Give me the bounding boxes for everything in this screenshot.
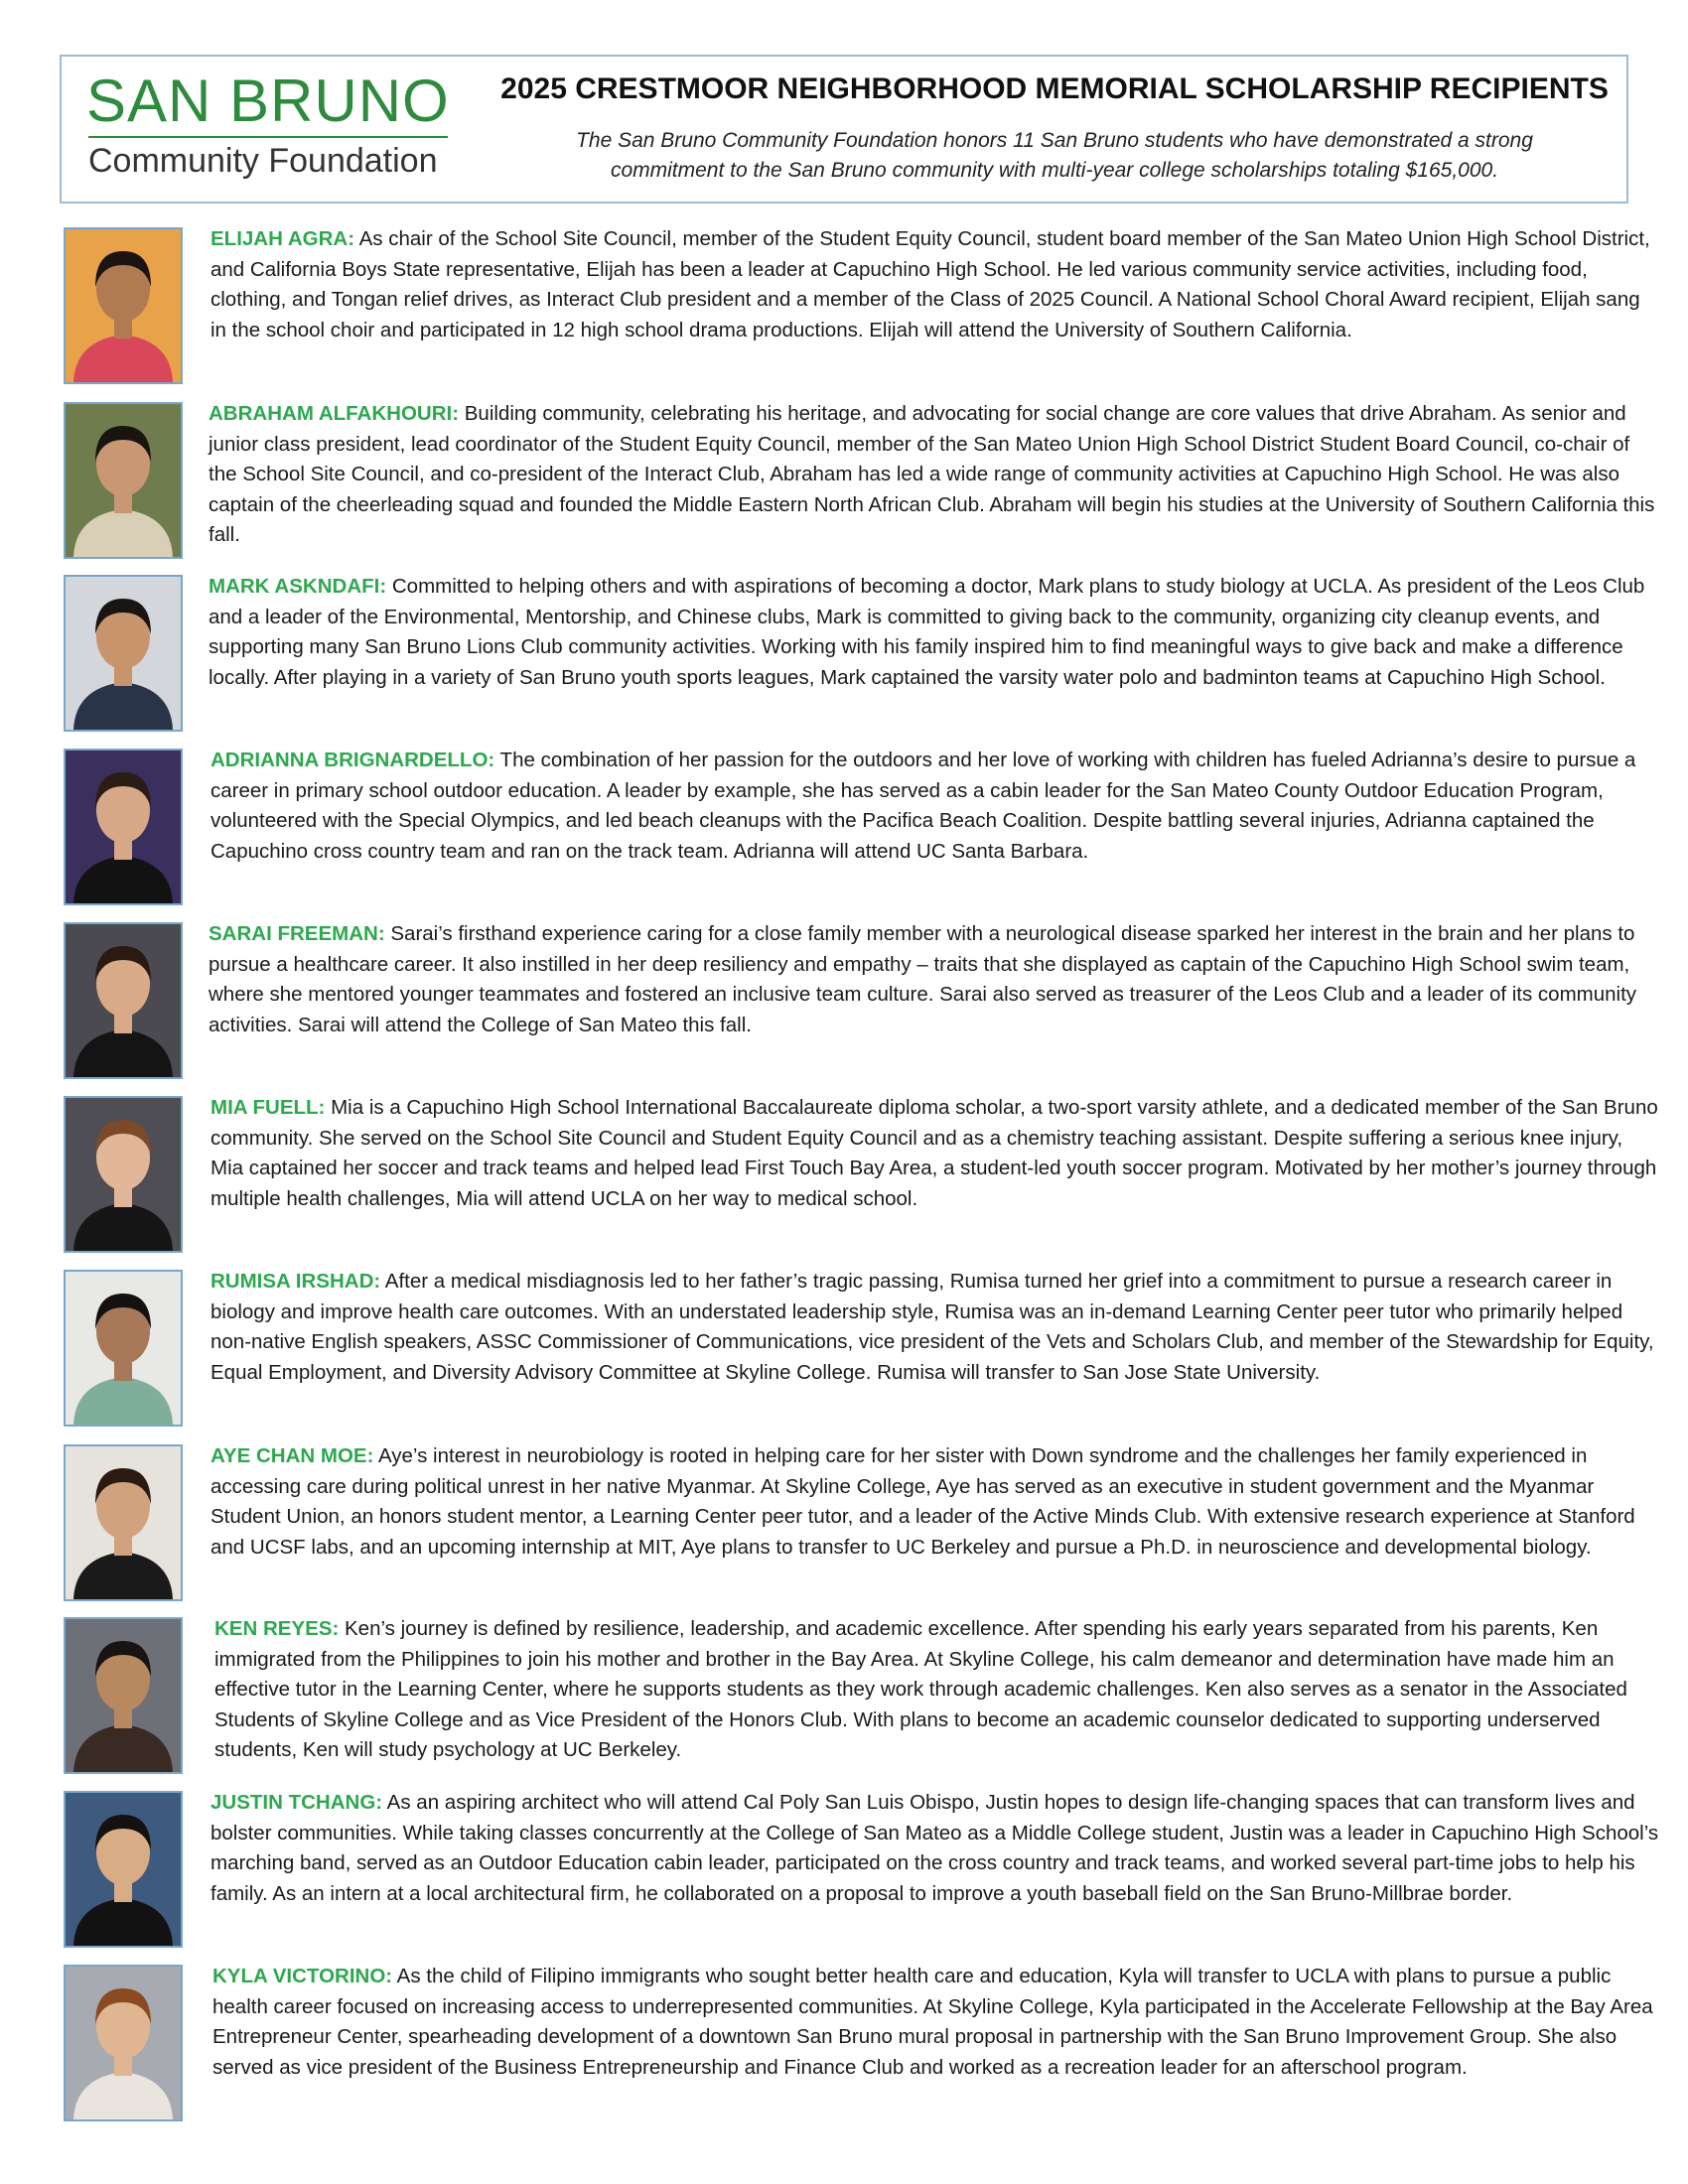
recipient-name: JUSTIN TCHANG: (211, 1791, 383, 1814)
recipient-bio: As the child of Filipino immigrants who sought better health care and education, Kyla will transfer to UCLA with plans to pursue a public health career focused on increasing access to underrepresented communities. At Skyline College, Kyla participated in the Accelerate Fellowship at the Bay Area Entrepreneur Center, spearheading development of a downtown San Bruno mural proposal in partnership with the San Bruno Improvement Group. She also served as vice president of the Business Entrepreneurship and Finance Club and worked as a recreation leader for an afterschool program. (212, 1965, 1653, 2079)
recipient-name: MARK ASKNDAFI: (209, 575, 387, 598)
recipient-name: SARAI FREEMAN: (209, 922, 385, 945)
portrait-shoulders (73, 682, 173, 730)
recipient-bio: Mia is a Capuchino High School International Baccalaureate diploma scholar, a two-sport varsity athlete, and a dedicated member of the San Bruno community. She served on the School Site Council and Student Equity Council and as a chemistry teaching assistant. Despite suffering a serious knee injury, Mia captained her soccer and track teams and helped lead First Touch Bay Area, a student-led youth soccer program. Motivated by her mother’s journey through multiple health challenges, Mia will attend UCLA on her way to medical school. (211, 1096, 1658, 1210)
page-subtitle: The San Bruno Community Foundation honors 11 San Bruno students who have demonstrated a strong commitment to the San Bruno community with multi-year college scholarships totaling $165,000. (576, 129, 1533, 182)
recipient-bio: Aye’s interest in neurobiology is rooted in helping care for her sister with Down syndrome and the challenges her family experienced in accessing care during political unrest in her native Myanmar. At Skyline College, Aye has served as an executive in student government and the Myanmar Student Union, an honors student mentor, a Learning Center peer tutor, and a leader of the Active Minds Club. With extensive research experience at Stanford and UCSF labs, and an upcoming internship at MIT, Aye plans to transfer to UC Berkeley and pursue a Ph.D. in neuroscience and developmental biology. (211, 1444, 1635, 1559)
recipient-name: AYE CHAN MOE: (211, 1444, 374, 1467)
recipient-name: ADRIANNA BRIGNARDELLO: (211, 749, 495, 771)
header-box (60, 55, 1628, 204)
recipient-bio-paragraph (211, 1267, 1660, 1388)
recipient-bio-paragraph (214, 1614, 1664, 1766)
recipient-bio-paragraph (211, 1093, 1660, 1214)
recipient-photo (64, 575, 183, 732)
recipient-bio-paragraph (211, 746, 1660, 867)
logo-main-text: SAN BRUNO (86, 68, 450, 134)
recipient-bio-paragraph (209, 399, 1658, 551)
recipient-photo (64, 402, 183, 559)
portrait-shoulders (73, 1377, 173, 1425)
portrait-shoulders (73, 2072, 173, 2119)
logo-divider (88, 136, 448, 138)
recipient-bio-paragraph (209, 572, 1658, 693)
recipient-bio: The combination of her passion for the outdoors and her love of working with children has fueled Adrianna’s desire to pursue a career in primary school outdoor education. A leader by example, she has served as a cabin leader for the San Mateo County Outdoor Education Program, volunteered with the Special Olympics, and led beach cleanups with the Pacifica Beach Coalition. Despite battling several injuries, Adrianna captained the Capuchino cross country team and ran on the track team. Adrianna will attend UC Santa Barbara. (211, 749, 1636, 863)
portrait-shoulders (73, 856, 173, 903)
recipient-bio: After a medical misdiagnosis led to her father’s tragic passing, Rumisa turned her grief into a commitment to pursue a research career in biology and improve health care outcomes. With an understated leadership style, Rumisa was an in-demand Learning Center peer tutor who primarily helped non-native English speakers, ASSC Commissioner of Communications, vice president of the Vets and Scholars Club, and member of the Stewardship for Equity, Equal Employment, and Diversity Advisory Committee at Skyline College. Rumisa will transfer to San Jose State University. (211, 1270, 1654, 1384)
portrait-shoulders (73, 335, 173, 382)
portrait-shoulders (73, 509, 173, 557)
page-title: 2025 CRESTMOOR NEIGHBORHOOD MEMORIAL SCHOLARSHIP RECIPIENTS (500, 72, 1609, 105)
recipient-photo (64, 1791, 183, 1948)
recipient-bio-paragraph (212, 1962, 1662, 2083)
recipient-bio-paragraph (209, 919, 1658, 1040)
recipient-photo (64, 1617, 183, 1774)
portrait-shoulders (73, 1203, 173, 1251)
recipient-name: KYLA VICTORINO: (212, 1965, 393, 1987)
foundation-logo (86, 70, 484, 190)
recipient-photo (64, 922, 183, 1079)
recipient-photo (64, 1096, 183, 1253)
recipient-bio: Ken’s journey is defined by resilience, leadership, and academic excellence. After spending his early years separated from his parents, Ken immigrated from the Philippines to join his mother and brother in the Bay Area. At Skyline College, his calm demeanor and determination have made him an effective tutor in the Learning Center, where he supports students as they work through academic challenges. Ken also serves as a senator in the Associated Students of Skyline College and as Vice President of the Honors Club. With plans to become an academic counselor dedicated to supporting underserved students, Ken will study psychology at UC Berkeley. (214, 1617, 1627, 1761)
portrait-shoulders (73, 1898, 173, 1946)
portrait-shoulders (73, 1029, 173, 1077)
recipient-bio-paragraph (211, 224, 1660, 345)
recipient-bio: Committed to helping others and with aspirations of becoming a doctor, Mark plans to study biology at UCLA. As president of the Leos Club and a leader of the Environmental, Mentorship, and Chinese clubs, Mark is committed to giving back to the community, organizing city cleanup events, and supporting many San Bruno Lions Club community activities. Working with his family inspired him to find meaningful ways to give back and make a difference locally. After playing in a variety of San Bruno youth sports leagues, Mark captained the varsity water polo and badminton teams at Capuchino High School. (209, 575, 1645, 689)
recipient-bio: As chair of the School Site Council, member of the Student Equity Council, student board member of the San Mateo Union High School District, and California Boys State representative, Elijah has been a leader at Capuchino High School. He led various community service activities, including food, clothing, and Tongan relief drives, as Interact Club president and a member of the Class of 2025 Council. A National School Choral Award recipient, Elijah sang in the school choir and participated in 12 high school drama productions. Elijah will attend the University of Southern California. (211, 227, 1650, 341)
recipient-bio-paragraph (211, 1788, 1660, 1909)
recipient-bio: Building community, celebrating his heritage, and advocating for social change are core values that drive Abraham. As senior and junior class president, lead coordinator of the Student Equity Council, member of the San Mateo Union High School District Student Board Council, co-chair of the School Site Council, and co-president of the Interact Club, Abraham has led a wide range of community activities at Capuchino High School. He was also captain of the cheerleading squad and founded the Middle Eastern North African Club. Abraham will begin his studies at the University of Southern California this fall. (209, 402, 1655, 546)
recipient-name: KEN REYES: (214, 1617, 340, 1640)
recipient-bio: Sarai’s firsthand experience caring for a close family member with a neurological disease sparked her interest in the brain and her plans to pursue a healthcare career. It also instilled in her deep resiliency and empathy – traits that she displayed as captain of the Capuchino High School swim team, where she mentored younger teammates and fostered an inclusive team culture. Sarai also served as treasurer of the Leos Club and a leader of its community activities. Sarai will attend the College of San Mateo this fall. (209, 922, 1637, 1036)
portrait-shoulders (73, 1552, 173, 1599)
recipient-photo (64, 1444, 183, 1601)
recipient-photo (64, 749, 183, 905)
recipient-photo (64, 1965, 183, 2121)
recipient-photo (64, 1270, 183, 1427)
recipient-photo (64, 227, 183, 384)
portrait-shoulders (73, 1724, 173, 1772)
recipient-name: MIA FUELL: (211, 1096, 326, 1119)
recipient-bio: As an aspiring architect who will attend Cal Poly San Luis Obispo, Justin hopes to design life-changing spaces that can transform lives and bolster communities. While taking classes concurrently at the College of San Mateo as a Middle College student, Justin was a leader in Capuchino High School’s marching band, served as an Outdoor Education cabin leader, participated on the cross country and track teams, and worked several part-time jobs to help his family. As an intern at a local architectural firm, he collaborated on a proposal to improve a youth baseball field on the San Bruno-Millbrae border. (211, 1791, 1659, 1905)
recipient-name: ELIJAH AGRA: (211, 227, 355, 250)
recipient-name: ABRAHAM ALFAKHOURI: (209, 402, 460, 425)
recipient-bio-paragraph (211, 1441, 1660, 1563)
recipient-name: RUMISA IRSHAD: (211, 1270, 381, 1293)
logo-sub-text: Community Foundation (88, 142, 438, 180)
